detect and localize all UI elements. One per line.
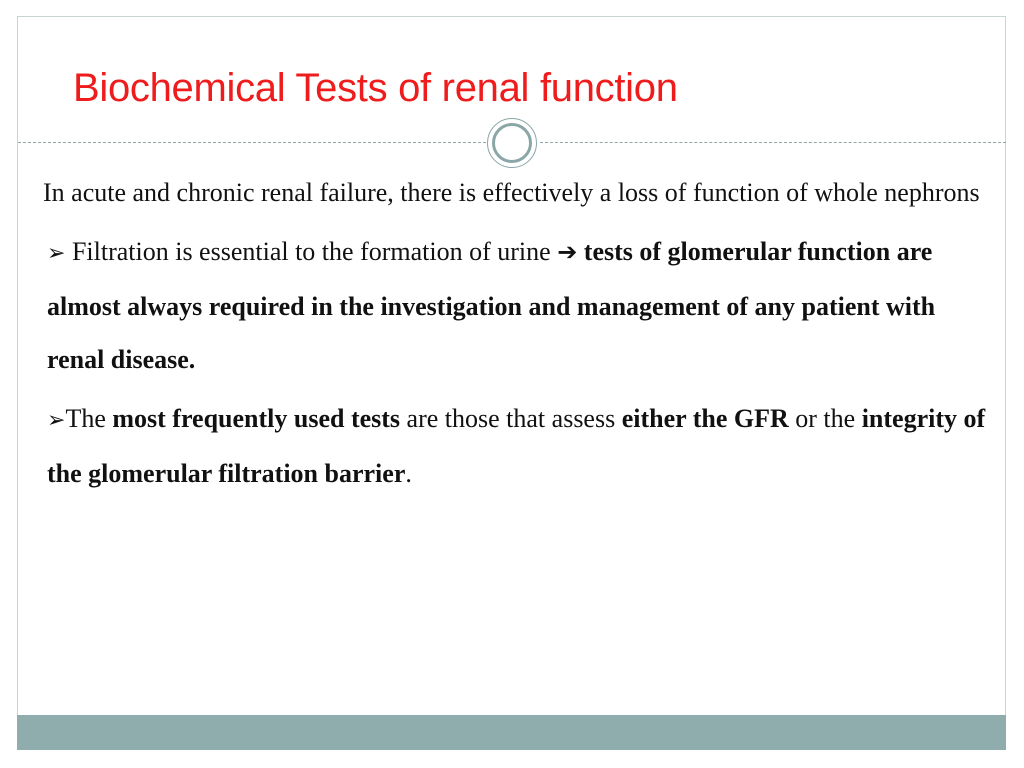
footer-bar xyxy=(17,715,1006,750)
bullet-filtration xyxy=(47,225,987,386)
bullet-tests-emphasis-3: integrity of the glomerular filtration barrier xyxy=(47,404,986,488)
arrowhead-bullet-icon: ➢ xyxy=(47,241,66,266)
bullet-filtration-text: Filtration is essential to the formation of urine xyxy=(71,237,551,266)
bullet-tests-text-1: The xyxy=(65,404,106,433)
bullet-tests xyxy=(47,392,987,500)
right-arrow-icon: ➔ xyxy=(557,238,578,266)
slide-body xyxy=(43,166,987,506)
title-divider-right xyxy=(540,142,1006,143)
bullet-tests-text-2: are those that assess xyxy=(406,404,616,433)
title-divider-left xyxy=(18,142,486,143)
slide-title: Biochemical Tests of renal function xyxy=(73,66,678,110)
intro-paragraph: In acute and chronic renal failure, there is effectively a loss of function of whole nephrons xyxy=(43,178,980,207)
bullet-tests-text-3: or the xyxy=(795,404,856,433)
divider-circle-ornament xyxy=(487,118,537,168)
bullet-tests-emphasis-2: either the GFR xyxy=(621,404,789,433)
bullet-filtration-emphasis: tests of glomerular function are almost always required in the investigation and management of any patient with renal disease. xyxy=(47,237,936,374)
divider-circle-inner-ring xyxy=(492,123,532,163)
bullet-tests-emphasis-1: most frequently used tests xyxy=(112,404,401,433)
bullet-tests-period: . xyxy=(405,459,412,488)
arrowhead-bullet-icon: ➢ xyxy=(47,408,66,433)
